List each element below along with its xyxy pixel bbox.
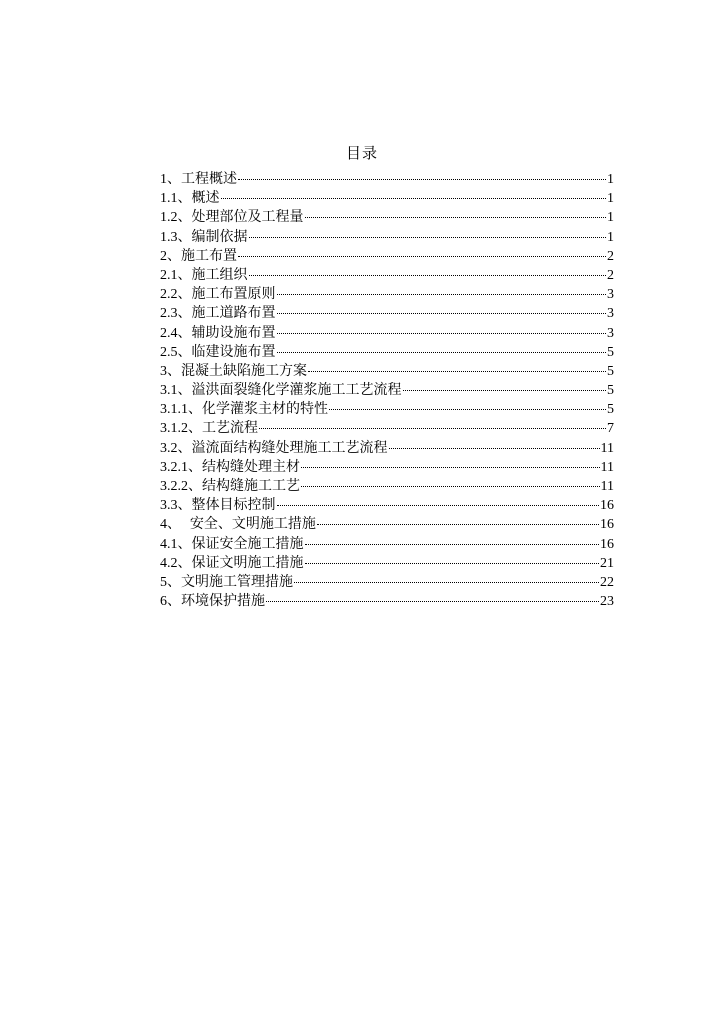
toc-dot-leader xyxy=(305,216,607,218)
toc-entry-number: 1.2、 xyxy=(160,210,192,226)
toc-entry-page-number: 16 xyxy=(600,517,614,533)
toc-entry[interactable] xyxy=(160,515,614,534)
toc-title: 目录 xyxy=(345,144,378,162)
toc-entry-text: 编制依据 xyxy=(191,228,248,245)
toc-dot-leader xyxy=(305,562,600,564)
toc-entry-page-number: 16 xyxy=(600,536,614,552)
toc-entry[interactable] xyxy=(160,304,614,323)
toc-entry-number: 3.1.2、 xyxy=(160,421,202,437)
toc-dot-leader xyxy=(277,293,607,295)
toc-entry[interactable] xyxy=(160,535,614,554)
toc-entry-text: 结构缝施工工艺 xyxy=(202,478,300,494)
toc-entry[interactable] xyxy=(160,266,614,285)
toc-entry-number: 2、 xyxy=(160,248,181,264)
toc-entry-number: 3.2.2、 xyxy=(160,479,202,494)
toc-entry[interactable] xyxy=(160,208,614,227)
toc-entry-number: 4.1、 xyxy=(160,536,192,552)
toc-entry-number: 5、 xyxy=(160,574,181,590)
toc-entry-text: 化学灌浆主材的特性 xyxy=(202,401,328,418)
toc-entry-page-number: 22 xyxy=(600,574,614,590)
toc-entry-number: 1.3、 xyxy=(160,229,192,245)
toc-entry[interactable] xyxy=(160,458,614,477)
toc-dot-leader xyxy=(238,178,606,180)
toc-entry-page-number: 1 xyxy=(607,210,614,226)
toc-entry[interactable] xyxy=(160,228,614,247)
toc-dot-leader xyxy=(249,274,607,276)
toc-entry-page-number: 2 xyxy=(607,248,614,264)
toc-dot-leader xyxy=(266,600,599,602)
toc-entry[interactable] xyxy=(160,400,614,419)
toc-dot-leader xyxy=(277,312,607,314)
toc-entry-text: 结构缝处理主材 xyxy=(202,458,300,475)
toc-entry-number: 3.2、 xyxy=(160,440,192,456)
toc-entry-number: 3.1.1、 xyxy=(160,402,202,418)
toc-dot-leader xyxy=(301,485,600,487)
toc-entry-text: 施工组织 xyxy=(191,266,248,283)
toc-entry[interactable] xyxy=(160,554,614,573)
toc-entry-text: 临建设施布置 xyxy=(191,343,276,360)
toc-entry-number: 2.4、 xyxy=(160,325,192,341)
toc-entry-number: 3、 xyxy=(160,363,181,379)
toc-entry-text: 施工布置原则 xyxy=(191,286,276,303)
toc-dot-leader xyxy=(389,447,600,449)
toc-entry-page-number: 5 xyxy=(607,344,614,360)
toc-dot-leader xyxy=(317,523,599,525)
toc-entry[interactable] xyxy=(160,343,614,362)
toc-entry-number: 4.2、 xyxy=(160,555,192,571)
table-of-contents xyxy=(160,170,614,611)
toc-entry-text: 溢流面结构缝处理施工工艺流程 xyxy=(191,439,388,456)
toc-dot-leader xyxy=(403,389,607,391)
toc-entry-page-number: 7 xyxy=(607,421,614,437)
toc-entry-page-number: 11 xyxy=(600,459,614,475)
toc-dot-leader xyxy=(277,351,607,353)
toc-entry-page-number: 5 xyxy=(607,363,614,379)
toc-dot-leader xyxy=(277,504,600,506)
toc-entry-page-number: 16 xyxy=(600,498,614,514)
toc-entry-number: 2.1、 xyxy=(160,267,192,283)
toc-dot-leader xyxy=(308,370,606,372)
toc-entry-page-number: 3 xyxy=(607,287,614,303)
toc-entry[interactable] xyxy=(160,477,614,496)
toc-entry-text: 施工道路布置 xyxy=(191,305,276,322)
toc-entry[interactable] xyxy=(160,439,614,458)
toc-entry[interactable] xyxy=(160,496,614,515)
toc-entry-page-number: 23 xyxy=(600,594,614,610)
toc-dot-leader xyxy=(301,466,600,468)
toc-entry-number: 2.3、 xyxy=(160,306,192,322)
toc-dot-leader xyxy=(238,255,606,257)
toc-entry-number: 2.5、 xyxy=(160,344,192,360)
toc-entry-number: 6、 xyxy=(160,594,181,610)
toc-dot-leader xyxy=(277,332,607,334)
toc-entry[interactable] xyxy=(160,247,614,266)
toc-entry-number: 4、 xyxy=(160,517,181,533)
toc-entry-text: 保证安全施工措施 xyxy=(191,535,304,552)
toc-entry-text: 混凝土缺陷施工方案 xyxy=(181,362,307,379)
toc-entry[interactable] xyxy=(160,285,614,304)
toc-entry-page-number: 5 xyxy=(607,383,614,399)
toc-entry-number: 1.1、 xyxy=(160,191,192,207)
toc-entry-page-number: 5 xyxy=(607,402,614,418)
toc-entry-text: 工艺流程 xyxy=(202,420,258,437)
toc-entry-text: 辅助设施布置 xyxy=(191,324,276,341)
toc-entry-text: 溢洪面裂缝化学灌浆施工工艺流程 xyxy=(191,382,402,399)
toc-entry[interactable] xyxy=(160,170,614,189)
toc-entry-page-number: 3 xyxy=(607,325,614,341)
toc-entry[interactable] xyxy=(160,573,614,592)
toc-entry-page-number: 1 xyxy=(607,172,614,187)
toc-entry-page-number: 3 xyxy=(607,306,614,322)
toc-dot-leader xyxy=(249,236,607,238)
toc-entry-page-number: 1 xyxy=(607,229,614,245)
toc-entry-number: 3.1、 xyxy=(160,383,192,399)
toc-dot-leader xyxy=(305,543,600,545)
toc-dot-leader xyxy=(329,408,606,410)
toc-entry[interactable] xyxy=(160,189,614,208)
toc-entry-text: 保证文明施工措施 xyxy=(191,554,304,571)
toc-entry-page-number: 11 xyxy=(600,479,614,494)
toc-entry-page-number: 21 xyxy=(600,555,614,571)
toc-entry-page-number: 11 xyxy=(600,440,614,456)
toc-entry-text: 概述 xyxy=(191,190,220,207)
toc-entry-text: 工程概述 xyxy=(181,171,237,187)
toc-entry[interactable] xyxy=(160,362,614,381)
toc-entry-number: 2.2、 xyxy=(160,287,192,303)
toc-entry[interactable] xyxy=(160,592,614,611)
toc-entry[interactable] xyxy=(160,381,614,400)
toc-dot-leader xyxy=(221,197,607,199)
toc-entry-text: 文明施工管理措施 xyxy=(181,573,293,590)
toc-entry-text: 安全、文明施工措施 xyxy=(181,516,316,533)
toc-entry[interactable] xyxy=(160,419,614,438)
toc-entry-number: 3.2.1、 xyxy=(160,459,202,475)
toc-entry-text: 整体目标控制 xyxy=(191,497,276,514)
toc-entry[interactable] xyxy=(160,324,614,343)
toc-entry-page-number: 1 xyxy=(607,191,614,207)
toc-dot-leader xyxy=(294,581,599,583)
toc-entry-number: 3.3、 xyxy=(160,498,192,514)
toc-entry-text: 环境保护措施 xyxy=(181,593,265,610)
toc-entry-text: 处理部位及工程量 xyxy=(191,209,304,226)
toc-dot-leader xyxy=(259,427,606,429)
toc-entry-number: 1、 xyxy=(160,172,181,187)
toc-entry-page-number: 2 xyxy=(607,267,614,283)
toc-entry-text: 施工布置 xyxy=(181,247,237,264)
